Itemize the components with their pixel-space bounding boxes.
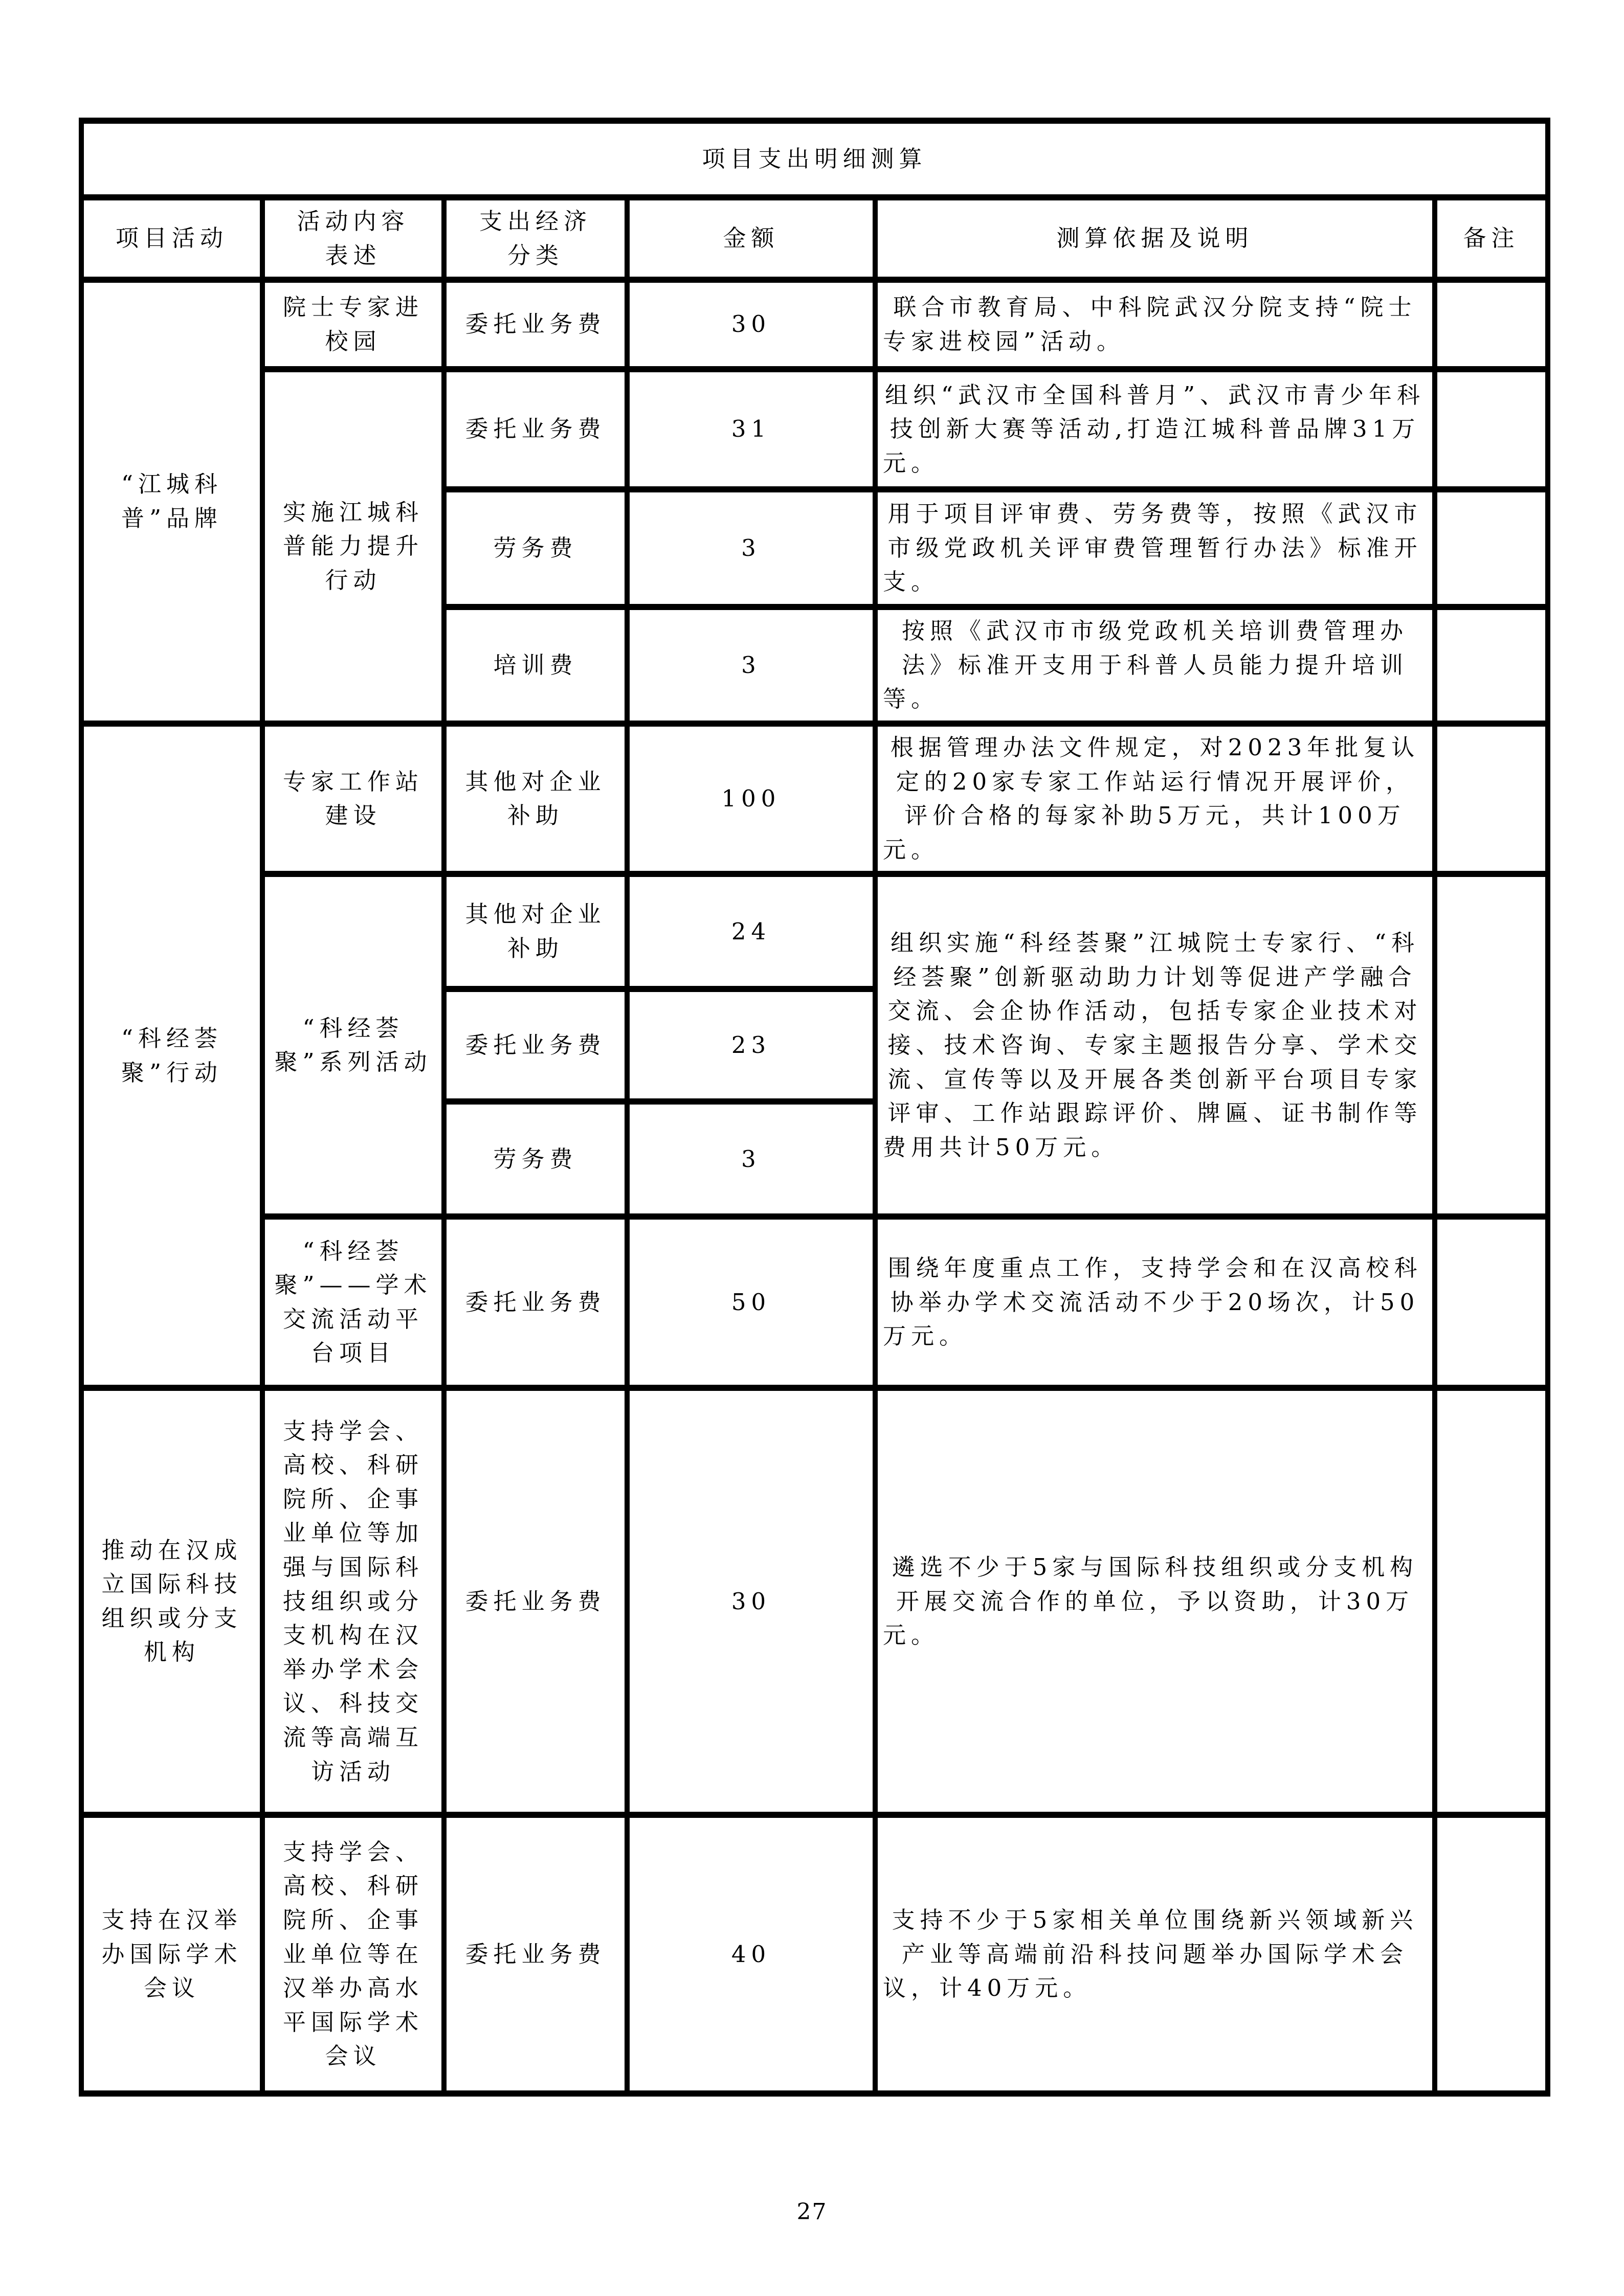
table-title-row bbox=[81, 121, 1548, 197]
column-header-amount: 金额 bbox=[627, 197, 875, 280]
cell-basis: 围绕年度重点工作，支持学会和在汉高校科协举办学术交流活动不少于20场次，计50万元。 bbox=[875, 1217, 1435, 1388]
cell-category: 委托业务费 bbox=[444, 989, 627, 1101]
cell-remark bbox=[1435, 489, 1548, 607]
cell-remark bbox=[1435, 1217, 1548, 1388]
cell-amount: 23 bbox=[627, 989, 875, 1101]
cell-category: 委托业务费 bbox=[444, 369, 627, 489]
cell-basis: 支持不少于5家相关单位围绕新兴领域新兴产业等高端前沿科技问题举办国际学术会议，计40万元。 bbox=[875, 1815, 1435, 2094]
cell-activity: 院士专家进校园 bbox=[262, 280, 444, 369]
cell-category: 劳务费 bbox=[444, 489, 627, 607]
cell-basis: 组织“武汉市全国科普月”、武汉市青少年科技创新大赛等活动,打造江城科普品牌31万元。 bbox=[875, 369, 1435, 489]
cell-activity: 实施江城科普能力提升行动 bbox=[262, 369, 444, 724]
cell-remark bbox=[1435, 1815, 1548, 2094]
cell-basis: 联合市教育局、中科院武汉分院支持“院士专家进校园”活动。 bbox=[875, 280, 1435, 369]
cell-category: 其他对企业补助 bbox=[444, 874, 627, 989]
cell-amount: 30 bbox=[627, 280, 875, 369]
cell-remark bbox=[1435, 280, 1548, 369]
cell-category: 培训费 bbox=[444, 607, 627, 724]
cell-category: 劳务费 bbox=[444, 1101, 627, 1217]
cell-activity-group: 支持在汉举办国际学术会议 bbox=[81, 1815, 262, 2094]
column-header-activity-group: 项目活动 bbox=[81, 197, 262, 280]
table-row bbox=[81, 1217, 1548, 1388]
cell-remark bbox=[1435, 607, 1548, 724]
cell-category: 其他对企业补助 bbox=[444, 724, 627, 874]
cell-amount: 30 bbox=[627, 1388, 875, 1815]
table-row bbox=[81, 1815, 1548, 2094]
table-row bbox=[81, 280, 1548, 369]
column-header-remark: 备注 bbox=[1435, 197, 1548, 280]
cell-amount: 31 bbox=[627, 369, 875, 489]
cell-basis: 根据管理办法文件规定，对2023年批复认定的20家专家工作站运行情况开展评价，评价合格的每家补助5万元，共计100万元。 bbox=[875, 724, 1435, 874]
cell-amount: 3 bbox=[627, 1101, 875, 1217]
table-header-row bbox=[81, 197, 1548, 280]
table-title: 项目支出明细测算 bbox=[81, 121, 1548, 197]
cell-activity: 支持学会、高校、科研院所、企事业单位等加强与国际科技组织或分支机构在汉举办学术会议、科技交流等高端互访活动 bbox=[262, 1388, 444, 1815]
cell-amount: 50 bbox=[627, 1217, 875, 1388]
cell-amount: 3 bbox=[627, 607, 875, 724]
cell-activity: “科经荟聚”——学术交流活动平台项目 bbox=[262, 1217, 444, 1388]
cell-activity: 支持学会、高校、科研院所、企事业单位等在汉举办高水平国际学术会议 bbox=[262, 1815, 444, 2094]
cell-activity: 专家工作站建设 bbox=[262, 724, 444, 874]
cell-activity: “科经荟聚”系列活动 bbox=[262, 874, 444, 1217]
cell-basis: 组织实施“科经荟聚”江城院士专家行、“科经荟聚”创新驱动助力计划等促进产学融合交流、会企协作活动，包括专家企业技术对接、技术咨询、专家主题报告分享、学术交流、宣传等以及开展各类创新平台项目专家评审、工作站跟踪评价、牌匾、证书制作等费用共计50万元。 bbox=[875, 874, 1435, 1217]
table-row bbox=[81, 874, 1548, 989]
cell-activity-group: “江城科普”品牌 bbox=[81, 280, 262, 724]
cell-remark bbox=[1435, 874, 1548, 1217]
page-number: 27 bbox=[796, 2199, 828, 2225]
column-header-activity-desc: 活动内容表述 bbox=[262, 197, 444, 280]
cell-remark bbox=[1435, 1388, 1548, 1815]
column-header-basis: 测算依据及说明 bbox=[875, 197, 1435, 280]
cell-amount: 3 bbox=[627, 489, 875, 607]
cell-amount: 100 bbox=[627, 724, 875, 874]
table-row bbox=[81, 724, 1548, 874]
table-row bbox=[81, 369, 1548, 489]
cell-category: 委托业务费 bbox=[444, 280, 627, 369]
cell-amount: 40 bbox=[627, 1815, 875, 2094]
cell-activity-group: “科经荟聚”行动 bbox=[81, 724, 262, 1388]
cell-basis: 按照《武汉市市级党政机关培训费管理办法》标准开支用于科普人员能力提升培训等。 bbox=[875, 607, 1435, 724]
cell-basis: 用于项目评审费、劳务费等，按照《武汉市市级党政机关评审费管理暂行办法》标准开支。 bbox=[875, 489, 1435, 607]
cell-basis: 遴选不少于5家与国际科技组织或分支机构开展交流合作的单位，予以资助，计30万元。 bbox=[875, 1388, 1435, 1815]
expenditure-table bbox=[79, 118, 1550, 2097]
table-row bbox=[81, 1388, 1548, 1815]
cell-category: 委托业务费 bbox=[444, 1388, 627, 1815]
cell-remark bbox=[1435, 724, 1548, 874]
cell-remark bbox=[1435, 369, 1548, 489]
cell-category: 委托业务费 bbox=[444, 1217, 627, 1388]
cell-activity-group: 推动在汉成立国际科技组织或分支机构 bbox=[81, 1388, 262, 1815]
cell-amount: 24 bbox=[627, 874, 875, 989]
column-header-category: 支出经济分类 bbox=[444, 197, 627, 280]
cell-category: 委托业务费 bbox=[444, 1815, 627, 2094]
